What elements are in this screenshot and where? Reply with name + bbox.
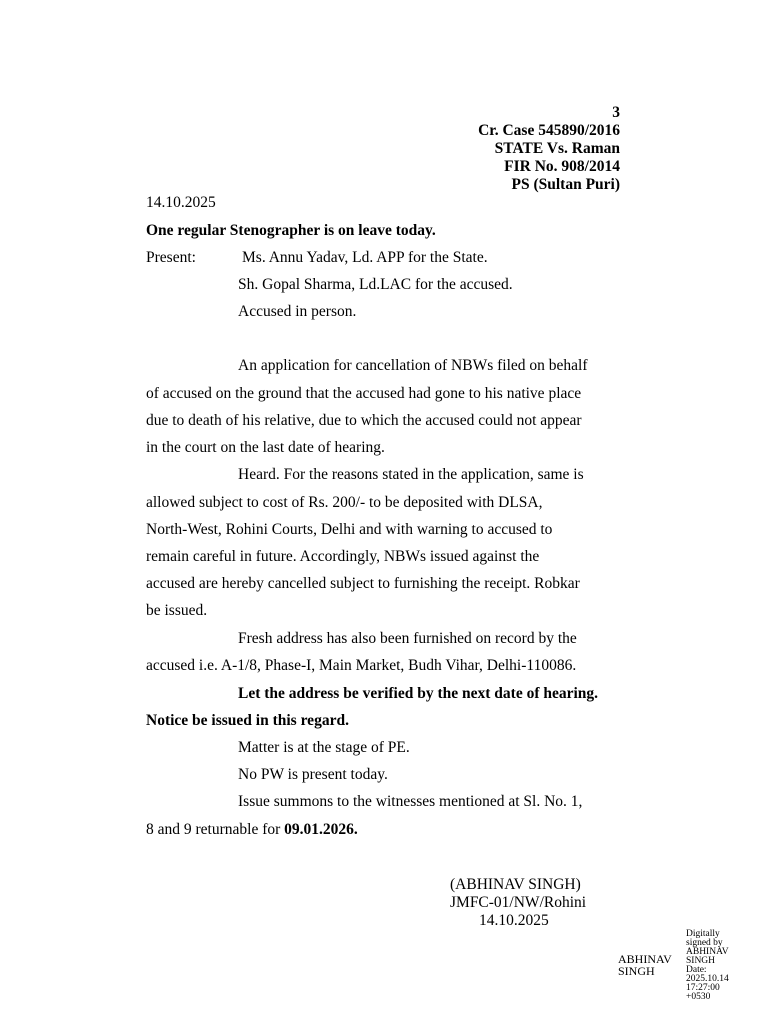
present-app: Ms. Annu Yadav, Ld. APP for the State. [242,249,488,266]
para5: Matter is at the stage of PE. [238,739,410,756]
next-hearing-date: 09.01.2026. [284,821,358,838]
stenographer-notice: One regular Stenographer is on leave today. [146,222,436,239]
police-station: PS (Sultan Puri) [511,176,620,193]
para7-line2-text: 8 and 9 returnable for [146,821,285,838]
case-header [478,104,620,194]
stamp-d4: SINGH [686,956,716,966]
para3-line1: Fresh address has also been furnished on record by the [238,630,577,647]
para2-line3: North-West, Rohini Courts, Delhi and with warning to accused to [146,521,553,538]
case-number: Cr. Case 545890/2016 [478,122,620,139]
stamp-name-line1: ABHINAV [618,952,672,966]
stamp-d7: 17:27:00 [686,983,720,993]
para2-line5: accused are hereby cancelled subject to furnishing the receipt. Robkar [146,575,580,592]
stamp-d8: +0530 [686,992,711,1002]
digital-signature-details [686,930,729,1002]
stamp-d5: Date: [686,965,707,975]
stamp-name-line2: SINGH [618,964,655,978]
para3-line2: accused i.e. A-1/8, Phase-I, Main Market, Budh Vihar, Delhi-110086. [146,657,577,674]
para2-line6: be issued. [146,602,208,619]
signature-date: 14.10.2025 [479,912,549,929]
signature-designation: JMFC-01/NW/Rohini [450,894,587,911]
page-number: 3 [612,104,620,121]
para2-line1: Heard. For the reasons stated in the application, same is [238,466,584,483]
present-accused: Accused in person. [238,303,357,320]
signature-name: (ABHINAV SINGH) [450,876,581,893]
case-parties: STATE Vs. Raman [494,140,620,157]
digital-signature-name [618,953,672,977]
para1-line4: in the court on the last date of hearing. [146,439,385,456]
stamp-d6: 2025.10.14 [686,974,729,984]
stamp-d2: signed by [686,938,723,948]
para2-line2: allowed subject to cost of Rs. 200/- to be deposited with DLSA, [146,494,543,511]
para2-line4: remain careful in future. Accordingly, NBWs issued against the [146,548,540,565]
present-lac: Sh. Gopal Sharma, Ld.LAC for the accused. [238,276,513,293]
para7-line2 [146,821,358,839]
para7-line1: Issue summons to the witnesses mentioned at Sl. No. 1, [238,793,583,810]
para4-line2: Notice be issued in this regard. [146,712,349,729]
para6: No PW is present today. [238,766,388,783]
para4-line1: Let the address be verified by the next date of hearing. [238,685,599,702]
para1-line2: of accused on the ground that the accused had gone to his native place [146,385,582,402]
para1-line3: due to death of his relative, due to which the accused could not appear [146,412,582,429]
present-label: Present: [146,249,196,266]
fir-number: FIR No. 908/2014 [504,158,620,175]
stamp-d1: Digitally [686,929,720,939]
order-date: 14.10.2025 [146,194,216,211]
stamp-d3: ABHINAV [686,947,729,957]
para1-line1: An application for cancellation of NBWs filed on behalf [238,357,588,374]
